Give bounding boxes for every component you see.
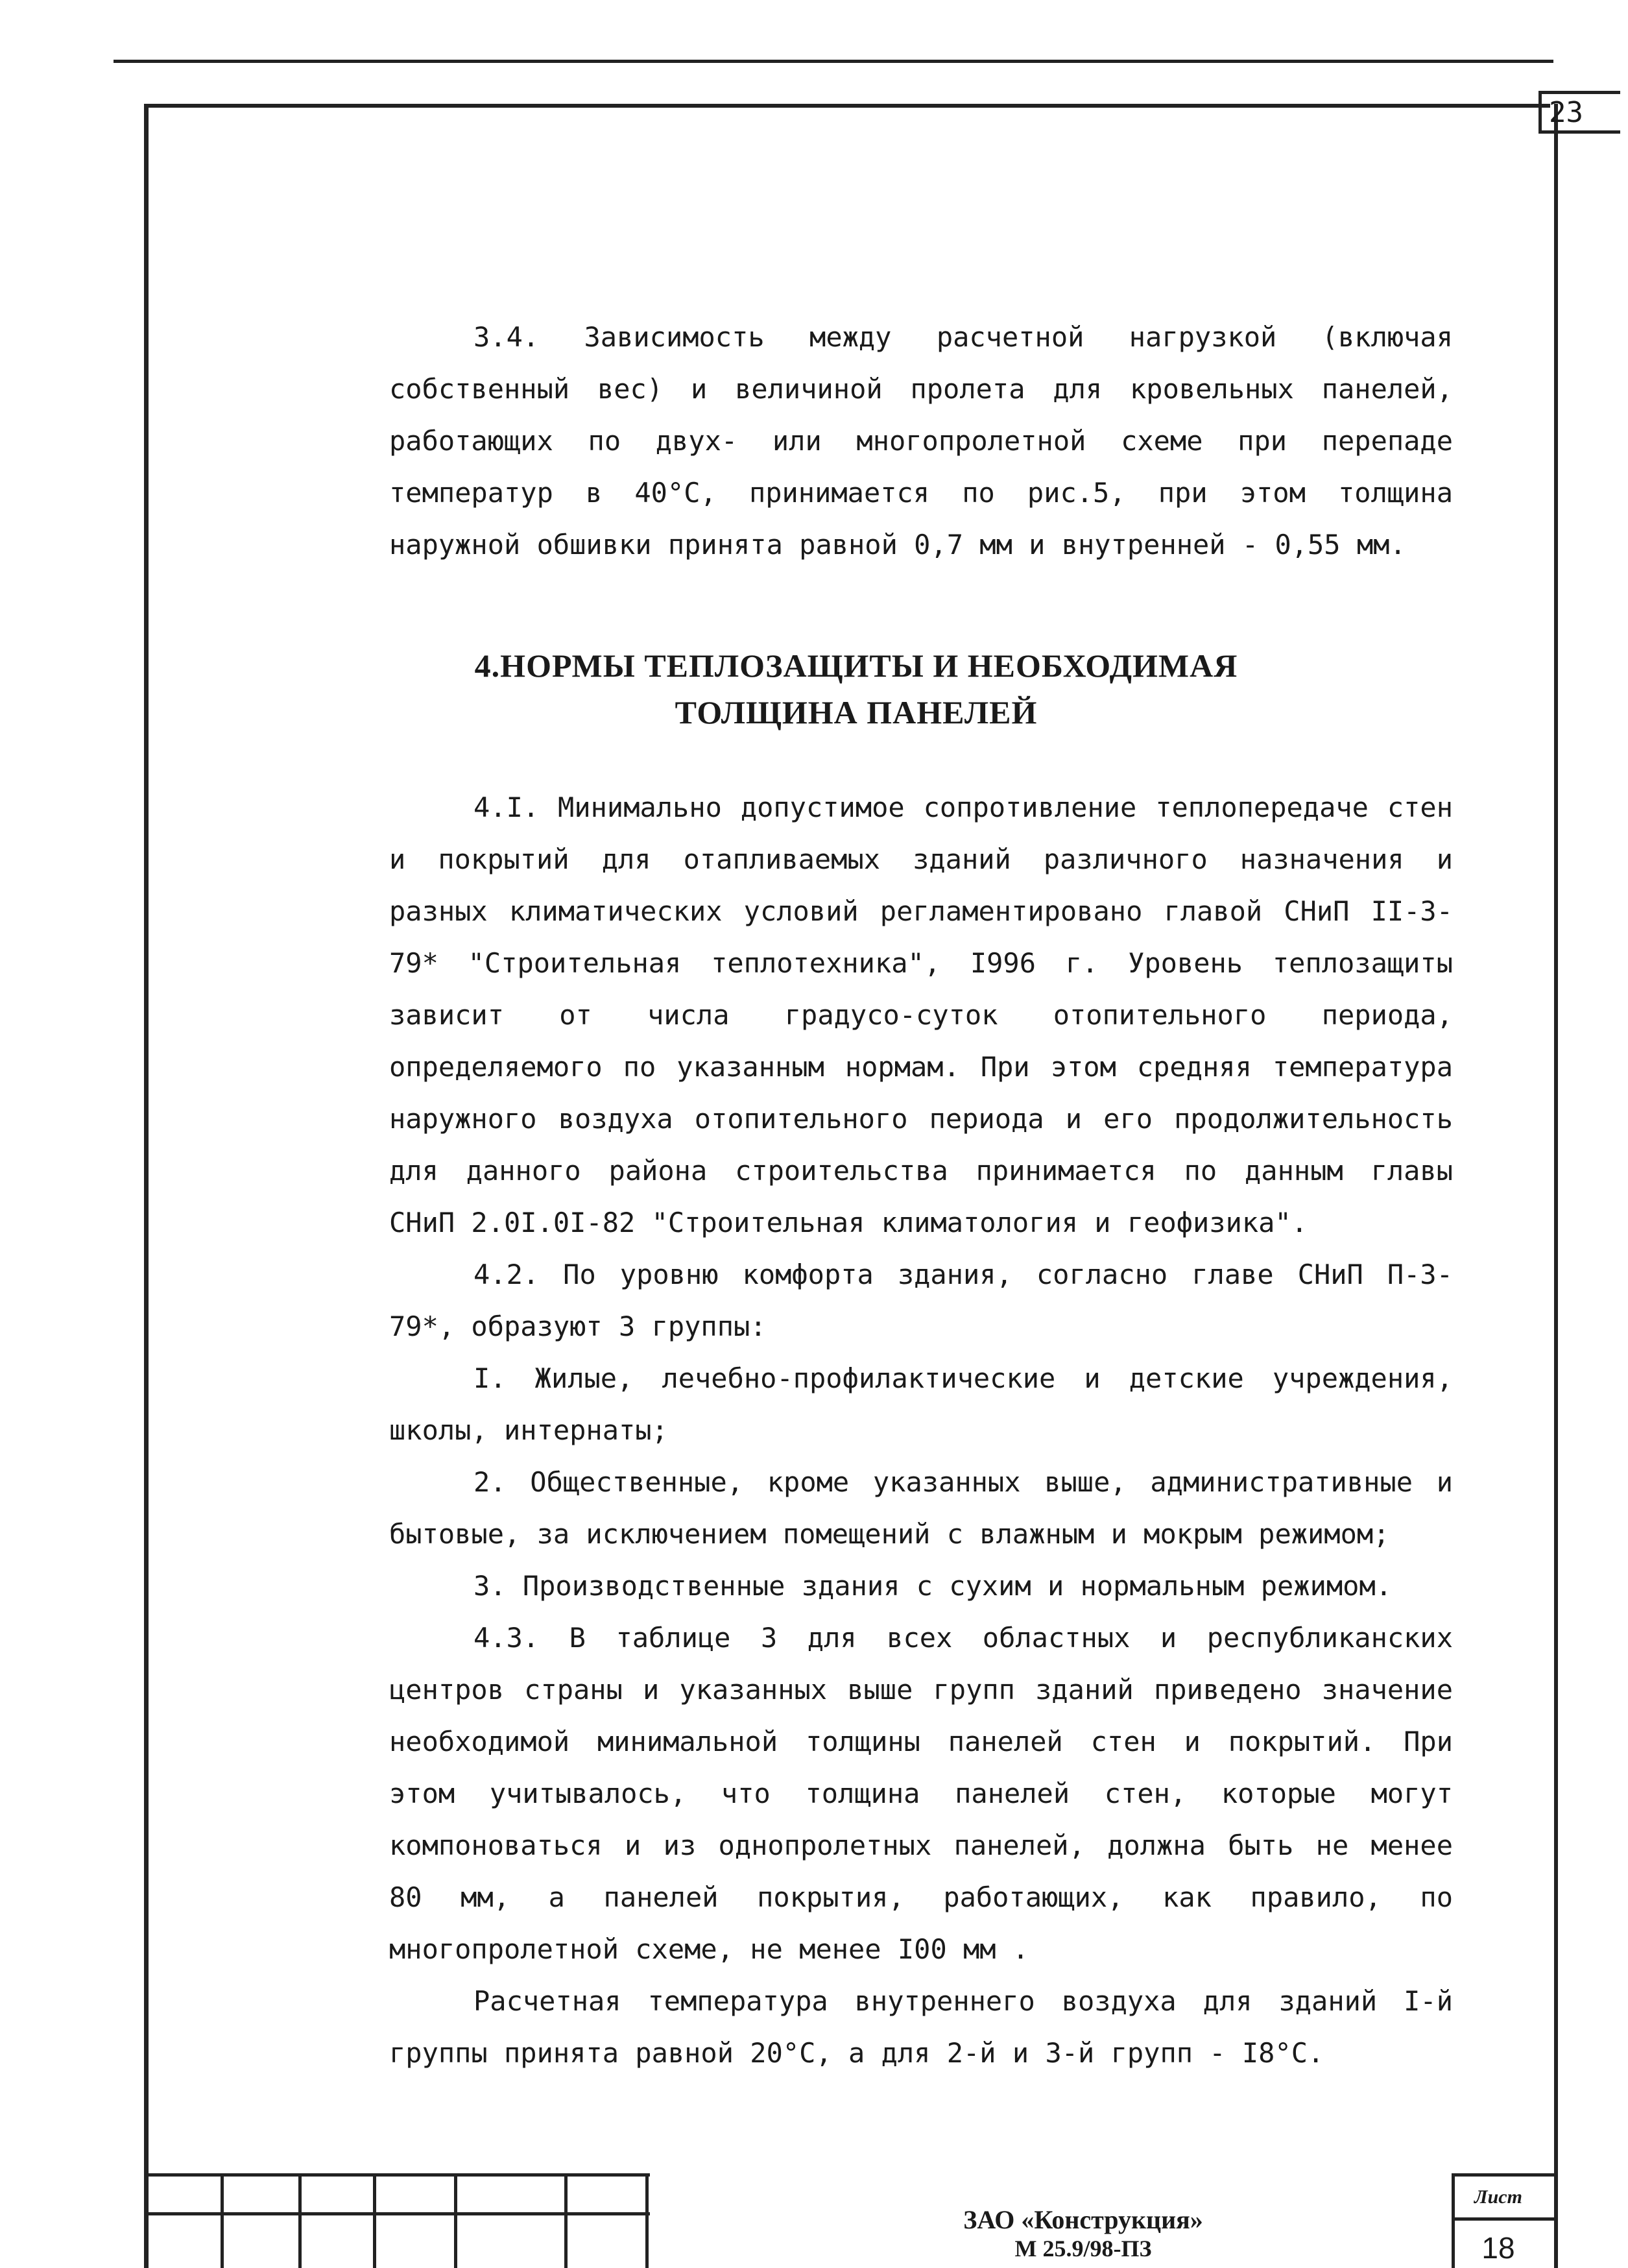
stamp-column-1	[221, 2173, 224, 2268]
paragraph-4-3: 4.3. В таблице 3 для всех областных и республиканских центров страны и указанных выше групп зданий приведено значение необходимой минимальной толщины панелей стен и покрытий. При этом учитывалось, что толщина панелей стен, которые могут компоноваться и из однопролетных панелей, должна быть не менее 80 мм, а панелей покрытия, работающих, как правило, по многопролетной схеме, не менее I00 мм .	[389, 1622, 1453, 1965]
stamp-top-line	[144, 2173, 650, 2177]
stamp-sheet-top-line	[1453, 2173, 1557, 2177]
stamp-column-5	[564, 2173, 568, 2268]
section-4-heading	[454, 642, 1258, 736]
stamp-column-3	[373, 2173, 376, 2268]
corner-sheet-tick	[1554, 134, 1557, 153]
stamp-column-4	[454, 2173, 457, 2268]
paragraph-design-temperature: Расчетная температура внутреннего воздуха для зданий I-й группы принята равной 20°С, а для 2-й и 3-й групп - I8°С.	[389, 1985, 1453, 2069]
frame-right-border	[1554, 104, 1558, 2268]
paragraph-4-2: 4.2. По уровню комфорта здания, согласно главе СНиП П-3-79*, образуют 3 группы:	[389, 1259, 1453, 1342]
top-rule	[114, 60, 1553, 63]
list-item-group-3: 3. Производственные здания с сухим и нормальным режимом.	[473, 1570, 1393, 1602]
stamp-document-code: М 25.9/98-ПЗ	[1014, 2236, 1152, 2262]
heading-line-2: ТОЛЩИНА ПАНЕЛЕЙ	[675, 694, 1038, 730]
stamp-middle-line	[144, 2212, 650, 2215]
section-3-4	[389, 311, 1453, 571]
stamp-organization: ЗАО «Конструкция»	[963, 2205, 1203, 2234]
paragraph-3-4: 3.4. Зависимость между расчетной нагрузкой (включая собственный вес) и величиной пролета для кровельных панелей, работающих по двух- или многопролетной схеме при перепаде температур в 40°С, принимается по рис.5, при этом толщина наружной обшивки принята равной 0,7 мм и внутренней - 0,55 мм.	[389, 321, 1453, 561]
section-4-body	[389, 782, 1453, 2079]
frame-top-border	[144, 104, 1550, 108]
stamp-sheet-number: 18	[1481, 2231, 1515, 2265]
stamp-sheet-label: Лист	[1474, 2186, 1522, 2208]
stamp-column-2	[298, 2173, 302, 2268]
heading-line-1: 4.НОРМЫ ТЕПЛОЗАЩИТЫ И НЕОБХОДИМАЯ	[474, 647, 1238, 684]
corner-sheet-number: 23	[1549, 96, 1583, 129]
frame-left-border	[144, 104, 149, 2268]
stamp-sheet-divider	[1453, 2217, 1557, 2221]
paragraph-4-1: 4.I. Минимально допустимое сопротивление теплопередаче стен и покрытий для отапливаемых зданий различного назначения и разных климатических условий регламентировано главой СНиП II-3-79* "Строительная теплотехника", I996 г. Уровень теплозащиты зависит от числа градусо-суток отопительного периода, определяемого по указанным нормам. При этом средняя температура наружного воздуха отопительного периода и его продолжительность для данного района строительства принимается по данным главы СНиП 2.0I.0I-82 "Строительная климатология и геофизика".	[389, 791, 1453, 1238]
list-item-group-1: I. Жилые, лечебно-профилактические и детские учреждения, школы, интернаты;	[389, 1362, 1453, 1446]
stamp-column-6	[645, 2173, 649, 2268]
list-item-group-2: 2. Общественные, кроме указанных выше, административные и бытовые, за исключением помещений с влажным и мокрым режимом;	[389, 1466, 1453, 1550]
